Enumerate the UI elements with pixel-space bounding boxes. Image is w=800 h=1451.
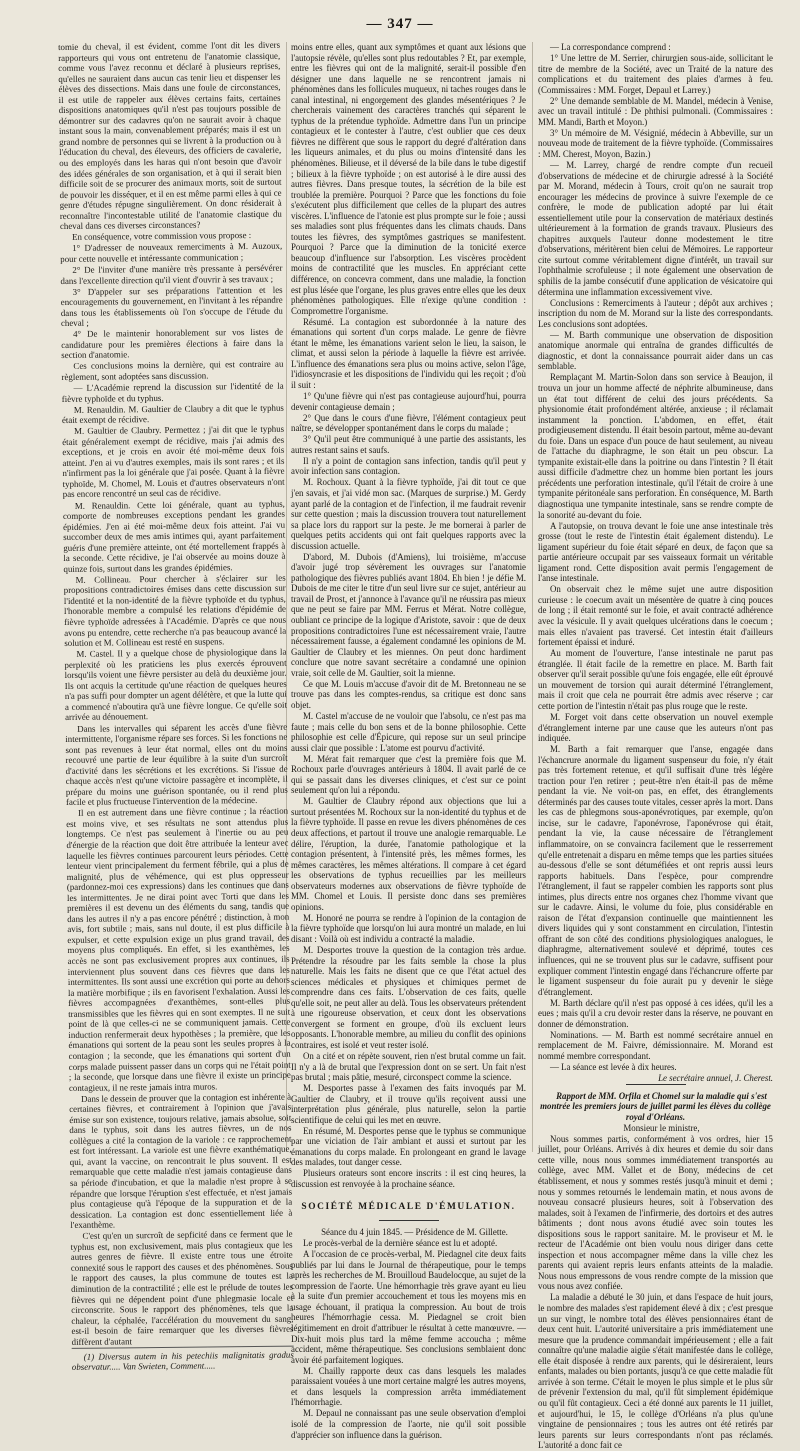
paragraph: M. Forget voit dans cette observation un nouvel exemple d'étranglement interne par une cause que les auteurs n'ont pas indiquée.	[538, 711, 773, 744]
paragraph: M. Honoré ne pourra se rendre à l'opinion de la contagion de la fièvre typhoïde que lorsqu'on lui aura montré un malade, en lui disant : Voilà où est individu a contracté la maladie.	[291, 912, 526, 944]
paragraph: — La séance est levée à dix heures.	[550, 1062, 677, 1072]
paragraph: 1° Qu'une fièvre qui n'est pas contagieuse aujourd'hui, pourra devenir contagieuse demain ;	[291, 391, 526, 412]
paragraph: Ces conclusions moins la dernière, qui est contraire au règlement, sont adoptées sans discussion.	[61, 359, 284, 382]
footnote: (1) Diversus autem in his petechiis malignitatis gradus observatur..... Van Swieten, Comment.....	[72, 1345, 294, 1372]
session-line: Séance du 4 juin 1845. — Présidence de M. Gillette.	[321, 1227, 508, 1238]
paragraph: 2° De l'inviter d'une manière très pressante à persévérer dans l'excellente direction qu'il vient d'ouvrir à ses travaux ;	[60, 262, 283, 286]
paragraph: Nominations. — M. Barth est nommé secrétaire annuel en remplacement de M. Faivre, démissionnaire. M. Morand est nommé membre correspondant.	[538, 1029, 773, 1061]
paragraph: Conclusions : Remerciments à l'auteur ; dépôt aux archives ; inscription du nom de M. Morand sur la liste des correspondants. Les conclusions sont adoptées.	[538, 297, 773, 329]
paragraph: M. Castel. Il y a quelque chose de physiologique dans la perplexité où les praticiens les plus exercés éprouvent lorsqu'ils voient une fièvre persister au delà du deuxième jour. Ils ont acquis la certitude qu'une réaction de quelques heures n'a pas suffi pour dompter un agent délétère, et que la lutte qui a commencé n'aboutira qu'à une fièvre longue. Ce qu'elle soit arrivée au dénouement.	[64, 646, 288, 723]
paragraph: M. Gaultier de Claubry répond aux objections que lui a surtout présentées M. Rochoux sur la non-identité du typhus et de la fièvre typhoïde. Il passe en revue les divers phénomènes de ces deux affections, et partout il trouve une analogie remarquable. Le délire, l'éruption, la durée, l'anatomie pathologique et la contagion présentent, à l'intensité près, les mêmes formes, les mêmes caractères, les mêmes altérations. Il compare à cet égard les observations de typhus recueillies par les meilleurs observateurs modernes aux observations de fièvre typhoïde de MM. Chomel et Louis. Il persiste donc dans ses premières opinions.	[291, 796, 526, 912]
paragraph: M. Renauldin. M. Gaultier de Claubry a dit que le typhus était exempt de récidive.	[61, 402, 284, 426]
paragraph: En résumé, M. Desportes pense que le typhus se communique par une viciation de l'air ambiant et aussi et surtout par les émanations du corps malade. En prolongeant en grand le lavage des malades, tout danger cesse.	[291, 1125, 526, 1168]
paragraph: Remplaçant M. Martin-Solon dans son service à Beaujon, il trouva un jour un homme affecté de néphrite albumineuse, dans un état tout différent de celui des jours précédents. Sa physionomie était profondément altérée, anxieuse ; il réclamait instamment la ponction. L'abdomen, en effet, était prodigieusement distendu. Il était besoin partout, même au-devant du foie. Dans un espace d'un pouce de haut seulement, au niveau de l'attache du diaphragme, le son était un peu obscur. La tympanite existait-elle dans la poitrine ou dans l'intestin ? Il était aussi difficile d'admettre chez un homme bien portant les jours précédents une perforation intestinale, qu'il l'était de croire à une tympanite péritonéale sans perforation. En conséquence, M. Barth diagnostiqua une tympanite intestinale, sans se rendre compte de la sonorité au-devant du foie.	[538, 372, 773, 520]
paragraph: moins entre elles, quant aux symptômes et quant aux lésions que l'autopsie révèle, qu'elles sont plus redoutables ? Et, par exemple, entre les fièvres qui ont de la malignité, serait-il possible d'en désigner une dans laquelle ne se rencontrent jamais ni phénomènes dans les follicules muqueux, ni taches rouges dans le canal intestinal, ni engorgement des glandes mésentériques ? Je chercherais vainement des caractères tranchés qui séparent le typhus de la prétendue typhoïde. Admettre dans l'un un principe contagieux et le contester à l'autre, c'est oublier que ces deux fièvres ne diffèrent que sous le rapport du degré d'altération dans les liqueurs animales, et du plus ou moins d'intensité dans les phénomènes. Bilieuse, et il déversé de la bile dans le tube digestif ; bilieux à la fièvre typhoïde ; on est autorisé à le dire aussi des autres fièvres. Dans presque toutes, la sécrétion de la bile est troublée la première. Pourquoi ? Parce que les fonctions du foie s'exécutent plus difficilement que celles de la plupart des autres viscères. L'influence de l'atonie est plus prompte sur le foie ; aussi ses maladies sont plus fréquentes dans les climats chauds. Dans toutes les fièvres, des symptômes gastriques se manifestent. Pourquoi ? Parce que la diminution de la tonicité exerce beaucoup d'influence sur l'absorption. Les viscères procèdent moins de contractilité que les muscles. En appréciant cette différence, on concevra comment, dans une maladie, la fonction est plus lésée que l'organe, les plus graves entre elles que les deux phénomènes pathologiques. Elle n'exige qu'une condition : Compromettre l'organisme.	[291, 42, 526, 316]
paragraph: Il en est autrement dans une fièvre continue ; la réaction est moins vive, et ses résultats ne sont attendus plus longtemps. Ce n'est pas seulement à l'inertie ou au peu d'énergie de la réaction que doit être attribuée la lenteur avec laquelle les fièvres continues parcourent leurs périodes. Cette lenteur vient principalement du ferment fébrile, qui a plus de malignité, plus de véhémence, qui est plus oppresseur (pardonnez-moi ces expressions) dans les continues que dans les intermittentes. Je ne dirai point avec Torti que dans les premières il est devenu un des éléments du sang, tandis que dans les autres il n'y a pas encore pénétré ; distinction, à mon avis, fort subtile ; mais, sans nul doute, il est plus difficile à expulser, et cette expulsion exige un plus grand travail, des moyens plus compliqués. En effet, si les exanthèmes, les accès ne sont pas exclusivement propres aux continues, ils interviennent plus souvent dans ces fièvres que dans les intermittentes. Ils sont aussi une excrétion qui porte au dehors la matière morbifique ; ils en favorisent l'exhalation. Aussi les fièvres accompagnées d'exanthèmes, sont-elles plus transmissibles que les fièvres qui en sont exemptes. Il ne suit point de là que celles-ci ne se communiquent jamais. Cette induction renfermerait deux hypothèses ; la première, que les émanations qui sortent de la peau sont les seules propres à la contagion ; la seconde, que les émanations qui sortent d'un corps malade puissent passer dans un corps qui ne l'était point ; la seconde, que lorsque dans une fièvre il existe un principe contagieux, il ne reste jamais intra muros.	[66, 806, 291, 1093]
paragraph: 4° De le maintenir honorablement sur vos listes de candidature pour les premières élections à faire dans la section d'anatomie.	[61, 326, 284, 361]
paragraph: A l'autopsie, on trouva devant le foie une anse intestinale très grosse (tout le reste de l'intestin était également distendu). Le ligament supérieur du foie était séparé en deux, de façon que sa partie antérieure occupait par ses vaisseaux formait un véritable ligament rond. Cette disposition avait permis l'engagement de l'anse intestinale.	[538, 520, 773, 584]
paragraph: Au moment de l'ouverture, l'anse intestinale ne parut pas étranglée. Il était facile de la remettre en place. M. Barth fait observer qu'il serait possible qu'une fois engagée, elle eût éprouvé un mouvement de torsion qui aurait déterminé l'étranglement, mais il croit que cela ne pourrait être admis avec réserve ; car cette portion de l'intestin n'était pas plus rouge que le reste.	[538, 648, 773, 711]
title-rule	[626, 1084, 686, 1085]
paragraph: Nous sommes partis, conformément à vos ordres, hier 15 juillet, pour Orléans. Arrivés à dix heures et demie du soir dans cette ville, nous nous sommes immédiatement transportés au collège, avec MM. Vallet et de Bony, médecins de cet établissement, et nous y sommes restés jusqu'à minuit et demi ; nous y sommes retournés le lendemain matin, et nous avons de nouveau consacré plusieurs heures, soit à l'observation des malades, soit à l'examen de l'infirmerie, des dortoirs et des autres bâtiments ; dont nous avons étudié avec soin toutes les dispositions sous le rapport sanitaire. M. le proviseur et M. le recteur de l'Académie ont bien voulu nous diriger dans cette inspection et nous accompagner même dans la ville chez les parents qui avaient repris leurs enfants atteints de la maladie. Nous nous empressons de vous rendre compte de la mission que vous nous avez confiée.	[538, 1133, 773, 1292]
paragraph: 3° Un mémoire de M. Vésignié, médecin à Abbeville, sur un nouveau mode de traitement de la fièvre typhoïde. (Commissaires : MM. Cherest, Moyon, Bazin.)	[538, 127, 773, 159]
paragraph: M. Mérat fait remarquer que c'est la première fois que M. Rochoux parle d'ouvrages antérieurs à 1804. Il avait parlé de ce qui se passait dans les diverses cliniques, et c'est sur ce point seulement qu'on lui a répondu.	[291, 753, 526, 796]
paragraph: — L'Académie reprend la discussion sur l'identité de la fièvre typhoïde et du typhus.	[61, 380, 284, 404]
salutation: Monsieur le ministre,	[623, 1122, 700, 1133]
text-column-right	[538, 42, 773, 1451]
text-column-left	[58, 39, 294, 1373]
paragraph: 1° Une lettre de M. Serrier, chirurgien sous-aide, sollicitant le titre de membre de la Société, avec un Traité de la nature des complications et du traitement des plaies d'armes à feu. (Commissaires : MM. Forget, Depaul et Larrey.)	[538, 53, 773, 95]
section-title: SOCIÉTÉ MÉDICALE D'ÉMULATION.	[301, 1201, 516, 1212]
signature: Le secrétaire annuel, J. Cherest.	[658, 1073, 773, 1084]
paragraph: En conséquence, votre commission vous propose :	[71, 230, 252, 243]
paragraph: D'abord, M. Dubois (d'Amiens), lui troisième, m'accuse d'avoir jugé trop sévèrement les ouvrages sur l'anatomie pathologique des fièvres publiés avant 1804. Eh bien ! je défie M. Dubois de me citer le titre d'un seul livre sur ce sujet, antérieur au travail de Prost, et j'annonce à l'avance qu'il ne réussira pas mieux que ne peut se faire par MM. Ferrus et Mérat. Notre collègue, oubliant ce principe de la logique d'Aristote, savoir : que de deux propositions contradictoires l'une est nécessairement vraie, l'autre nécessairement fausse, a également condamné les opinions de M. Gaultier de Claubry et les miennes. On peut donc hardiment conclure que notre savant secrétaire a condamné une opinion vraie, soit celle de M. Gaultier, soit la mienne.	[291, 551, 526, 678]
text-column-middle	[291, 42, 526, 1440]
paragraph: 2° Une demande semblable de M. Mandel, médecin à Venise, avec un travail intitulé : De phthisi pulmonali. (Commissaires : MM. Mandi, Barth et Moyon.)	[538, 95, 773, 127]
paragraph: M. Desportes passe à l'examen des faits invoqués par M. Gaultier de Claubry, et il trouve qu'ils reçoivent aussi une interprétation plus générale, plus naturelle, selon la partie scientifique de celui qui les met en œuvre.	[291, 1083, 526, 1125]
paragraph: Il n'y a point de contagion sans infection, tandis qu'il peut y avoir infection sans contagion.	[291, 455, 526, 477]
paragraph: 1° D'adresser de nouveaux remerciments à M. Auzoux, pour cette nouvelle et intéressante communication ;	[60, 241, 283, 264]
paragraph: M. Rochoux. Quant à la fièvre typhoïde, j'ai dit tout ce que j'en savais, et j'ai vidé mon sac. (Marques de surprise.) M. Gerdy ayant parlé de la contagion et de l'infection, il me faudrait revenir sur cette question ; mais la discussion trouvera tout naturellement sa place lors du rapport sur la peste. Je me bornerai à parler de quelques petits accidents qui ont fait quelques rapports avec la discussion actuelle.	[291, 477, 526, 551]
paragraph: Dans le dessein de prouver que la contagion est inhérente à certaines fièvres, et contrairement à l'opinion que j'avais émise sur son existence, toujours relative, jamais absolue, soit dans le typhus, soit dans les autres fièvres, un de nos collègues a cité la contagion de la variole : ce rapprochement est fort intéressant. La variole est une fièvre exanthématique, qui, avant la vaccine, on rencontrait le plus souvent. Il est remarquable que cette maladie n'est jamais contagieuse dans sa période d'incubation, et que la maladie n'est propre à se répandre que lorsque l'éruption s'est effectuée, et n'est jamais plus contagieuse qu'à l'époque de la suppuration et de la dessication. La contagion est donc essentiellement liée à l'exanthème.	[69, 1091, 293, 1231]
paragraph: — M. Barth communique une observation de disposition anatomique anormale qui entraîna de grandes difficultés de diagnostic, et dont la connaissance pourrait aider dans un cas semblable.	[538, 329, 773, 372]
paragraph: M. Desportes trouve la question de la contagion très ardue. Prétendre la résoudre par les faits semble la chose la plus naturelle. Mais les faits ne disent que ce que l'état actuel des sciences médicales et physiques et chimiques permet de comprendre dans ces faits. L'observation de ces faits, quelle qu'elle soit, ne peut aller au delà. Tous les observateurs prétendent à une rigoureuse observation, et ceux dont les observations convergent se forment en groupe, d'où ils excluent leurs opposants. L'honorable membre, au milieu du conflit des opinions contraires, est isolé et veut rester isolé.	[291, 944, 526, 1050]
paragraph: — M. Larrey, chargé de rendre compte d'un recueil d'observations de médecine et de chirurgie adressé à la Société par M. Morand, médecin à Tours, croit qu'on ne saurait trop encourager les médecins de province à suivre l'exemple de ce confrère, le mode de publication adopté par lui était essentiellement utile pour la conservation de matériaux destinés ultérieurement à la formation de grands travaux. Plusieurs des chapitres auxquels l'auteur donne modestement le titre d'observations, méritèrent bien celui de Mémoires. Le rapporteur cite surtout comme véritablement digne d'intérêt, un travail sur l'ophthalmie scrofuleuse ; il note également une observation de sphilis de la jambe consécutif d'une application de vésicatoire qui détermina une inflammation excessivement vive.	[538, 160, 773, 297]
paragraph: M. Collineau. Pour chercher à s'éclairer sur les propositions contradictoires émises dans cette discussion sur l'identité et la non-identité de la fièvre typhoïde et du typhus, l'honorable membre a compulsé les relations d'épidémie de fièvre typhoïde adressées à l'Académie. D'après ce que nous avons pu entendre, cette recherche n'a pas beaucoup avancé la solution et M. Collineau est resté en suspens.	[63, 572, 287, 649]
paragraph: Résumé. La contagion est subordonnée à la nature des émanations qui sortent d'un corps malade. Le genre de fièvre étant le même, les émanations varient selon le lieu, la saison, le climat, et aussi selon la période à laquelle la fièvre est arrivée. L'influence des émanations sera plus ou moins active, selon l'âge, l'idiosyncrasie et les dispositions de l'individu qui les reçoit ; d'où il suit :	[291, 316, 526, 390]
paragraph: M. Barth déclare qu'il n'est pas opposé à ces idées, qu'il les a eues ; mais qu'il a cru devoir rester dans la réserve, ne pouvant en donner de démonstration.	[538, 997, 773, 1029]
title-rule	[379, 1220, 439, 1221]
paragraph: M. Depaul ne connaissant pas une seule observation d'emploi isolé de la compression de l'aorte, nie qu'il soit possible d'apprécier son influence dans la guérison.	[291, 1408, 526, 1440]
report-title: Rapport de MM. Orfila et Chomel sur la maladie qui s'est montrée les premiers jours de juillet parmi les élèves du collège royal d'Orléans.	[540, 1090, 771, 1122]
paragraph: Dans les intervalles qui séparent les accès d'une fièvre intermittente, l'organisme répare ses forces. Si les fonctions ne sont pas revenues à leur état normal, elles ont du moins recouvré une partie de leur équilibre à la suite d'un surcroît d'activité dans les sécrétions et les excrétions. Si l'issue de chaque accès n'est qu'une victoire passagère et incomplète, il prépare du moins une guérison spontanée, ou il rend plus facile et plus fructueuse l'intervention de la médecine.	[65, 721, 288, 808]
paragraph: tomie du cheval, il est évident, comme l'ont dit les divers rapporteurs qui vous ont entretenu de l'anatomie classique, comme vous l'avez reconnu et déclaré à plusieurs reprises, qu'elles ne sauraient dans aucun cas tenir lieu et dispenser les élèves des dissections. Mais dans une foule de circonstances, il est utile de rappeler aux élèves certains faits, certaines dispositions anatomiques qu'il n'est pas toujours possible de démontrer sur des cadavres qu'on ne saurait avoir à chaque instant sous la main, convenablement préparés; mais il est un grand nombre de personnes qui se livrent à la production ou à l'éducation du cheval, des éleveurs, des officiers de cavalerie, ou des employés dans les haras qui n'ont besoin que d'avoir des idées générales de son organisation, et à qui il serait bien difficile soit de se procurer des animaux morts, soit de surtout de pouvoir les disséquer, et il en est même parmi elles à qui ce genre d'études répugne singulièrement. On donc résiderait à reconnaître l'incontestable utilité de l'anatomie clastique du cheval dans ces diverses circonstances?	[58, 39, 282, 232]
paragraph: 2° Que dans le cours d'une fièvre, l'élément contagieux peut naître, se développer spontanément dans le corps du malade ;	[291, 412, 526, 434]
paragraph: M. Renauldin. Cette loi générale, quant au typhus, comporte de nombreuses exceptions pendant les grandes épidémies. J'en ai été moi-même deux fois atteint. J'ai vu succomber deux de mes amis intimes qui, ayant parfaitement guéris d'une première atteinte, ont été mortellement frappés à la seconde. Cette récidive, je l'ai observée au moins douze à quinze fois, surtout dans les grandes épidémies.	[62, 498, 286, 574]
paragraph: La maladie a débuté le 30 juin, et dans l'espace de huit jours, le nombre des malades s'est rapidement élevé à dix ; c'est presque un sur vingt, le nombre total des élèves pensionnaires étant de deux cent huit. L'autorité universitaire a pris immédiatement une mesure que la prudence commandait impérieusement ; elle a fait connaître qu'une maladie aigüe s'était manifestée dans le collège, elle était disposée à rendre aux parents, qui le désireraient, leurs enfants, malades ou bien portants, jusqu'à ce que cette maladie fût arrivée à son terme. C'était le moyen le plus simple et le plus sûr de prévenir l'extension du mal, qu'il fût simplement épidémique ou qu'il fût contagieux. Ceci a été donné aux parents le 11 juillet, et aujourd'hui, le 15, le collège d'Orléans n'a plus qu'une vingtaine de pensionnaires ; tous les autres ont été retirés par leurs parents sur leurs correspondants n'ont pas réclamés. L'autorité a donc fait ce	[538, 1292, 773, 1451]
paragraph: On observait chez le même sujet une autre disposition curieuse : le coecum avait un mésentère de quatre à cinq pouces de long ; il était remonté sur le foie, et avait contracté adhérence avec la vésicule. Il y avait quelques ulcérations dans le coecum ; mais elles n'avaient pas traversé. Cet intestin était d'ailleurs fortement épaissi et induré.	[538, 584, 773, 648]
paragraph: — La correspondance comprend :	[550, 42, 671, 52]
paragraph: 3° D'appeler sur ses préparations l'attention et les encouragements du gouvernement, en l'invitant à les répandre dans tous les établissements où l'on s'occupe de l'étude du cheval ;	[60, 284, 283, 329]
paragraph: M. Chailly rapporte deux cas dans lesquels les malades paraissaient vouées à une mort certaine malgré les autres moyens, et dans lesquels la compression arrêta immédiatement l'hémorrhagie.	[291, 1365, 526, 1408]
paragraph: C'est qu'en un surcroît de sepficité dans ce ferment que le typhus est, non exclusivement, mais plus contagieux que les autres genres de fièvre. Il existe entre tous une étroite connexité sous le rapport des causes et des phénomènes. Sous le rapport des causes, la plus commune de toutes est la diminution de la contractilité ; elle est le prélude de toutes les fièvres qui ne dépendent point d'une phlegmasie locale et circonscrite. Sous le rapport des phénomènes, tels que la chaleur, la céphalée, l'accélération du mouvement du sang, est-il besoin de faire remarquer que les diverses fièvres diffèrent d'autant	[70, 1228, 294, 1347]
paragraph: M. Castel m'accuse de ne vouloir que l'absolu, ce n'est pas ma faute ; mais celle du bon sens et de la bonne philosophie. Cette philosophie est celle d'Épicure, qui repose sur un seul principe aussi clair que possible : L'atome est pourvu d'activité.	[291, 710, 526, 753]
paragraph: A l'occasion de ce procès-verbal, M. Piedagnel cite deux faits publiés par lui dans le Journal de thérapeutique, pour le temps après les recherches de M. Brouilloud Baudelocque, au sujet de la compression de l'aorte. Une hémorrhagie très grave ayant eu lieu à la suite d'un premier accouchement et tous les moyens mis en usage échouant, il pratiqua la compression. Au bout de trois heures l'hémorrhagie cessa. M. Piedagnel se croit bien légitimement en droit d'attribuer le résultat à cette manœuvre. — Dix-huit mois plus tard la même femme accoucha ; même accident, même thérapeutique. Ses conclusions semblaient donc avoir été parfaitement logiques.	[291, 1249, 526, 1365]
paragraph: Le procès-verbal de la dernière séance est lu et adopté.	[303, 1238, 498, 1249]
paragraph: M. Barth a fait remarquer que l'anse, engagée dans l'échancrure anormale du ligament suspenseur du foie, n'y était pas très fortement retenue, et qu'il suffisait d'une très légère traction pour l'en retirer ; peut-être n'en était-il pas de même pendant la vie. Ne voit-on pas, en effet, des étranglements déterminés par des causes toute vitales, cesser après la mort. Dans les cas de phlegmons sous-aponévrotiques, par exemple, qu'on incise, sur le cadavre, l'aponévrose, l'aponévrose qui était, pendant la vie, la cause nécessaire de l'étranglement inflammatoire, on se convaincra facilement que le resserrement qu'elle entretenait a disparu en même temps que les parties situées au-dessous d'elle se sont détuméfiées et ont repris aussi leurs rapports habituels. Dans l'espèce, pour comprendre l'étranglement, il faut se rappeler combien les rapports sont plus intimes, plus directs entre nos organes chez l'homme vivant que sur le cadavre. Ainsi, le volume du foie, plus considérable en raison de l'état d'expansion continuelle que maintiennent les divers liquides qui y sont constamment en circulation, l'intestin offrant de son côté des conditions physiologiques analogues, le diaphragme, alternativement soulevé et déprimé, toutes ces influences, qui ne se trouvent plus sur le cadavre, suffisent pour expliquer comment l'intestin engagé dans l'échancrure offerte par le ligament suspenseur du foie aurait pu y devenir le siège d'étranglement.	[538, 744, 773, 997]
paragraph: On a cité et on répète souvent, rien n'est brutal comme un fait. Il n'y a là de brutal que l'expression dont on se sert. Un fait n'est pas brutal ; mais pâtie, mesuré, circonspect comme la science.	[291, 1050, 526, 1083]
page-number: — 347 —	[366, 16, 434, 32]
paragraph: M. Gaultier de Claubry. Permettez ; j'ai dit que le typhus était généralement exempt de récidive, mais j'ai admis des exceptions, et je crois en avoir été moi-même deux fois atteint. J'en ai vu d'autres exemples, mais ils sont rares ; et ils n'infirment pas la loi générale que j'ai posée. Quant à la fièvre typhoïde, M. Chomel, M. Louis et d'autres observateurs n'ont pas encore rencontré un seul cas de récidive.	[62, 423, 285, 500]
paragraph: Ce que M. Louis m'accuse d'avoir dit de M. Bretonneau ne se trouve pas dans les comptes-rendus, sa critique est donc sans objet.	[291, 678, 526, 710]
paragraph: Plusieurs orateurs sont encore inscrits : il est cinq heures, la discussion est renvoyée à la prochaine séance.	[291, 1168, 526, 1190]
paragraph: 3° Qu'il peut être communiqué à une partie des assistants, les autres restant sains et saufs.	[291, 434, 526, 455]
column-divider	[532, 42, 533, 1152]
